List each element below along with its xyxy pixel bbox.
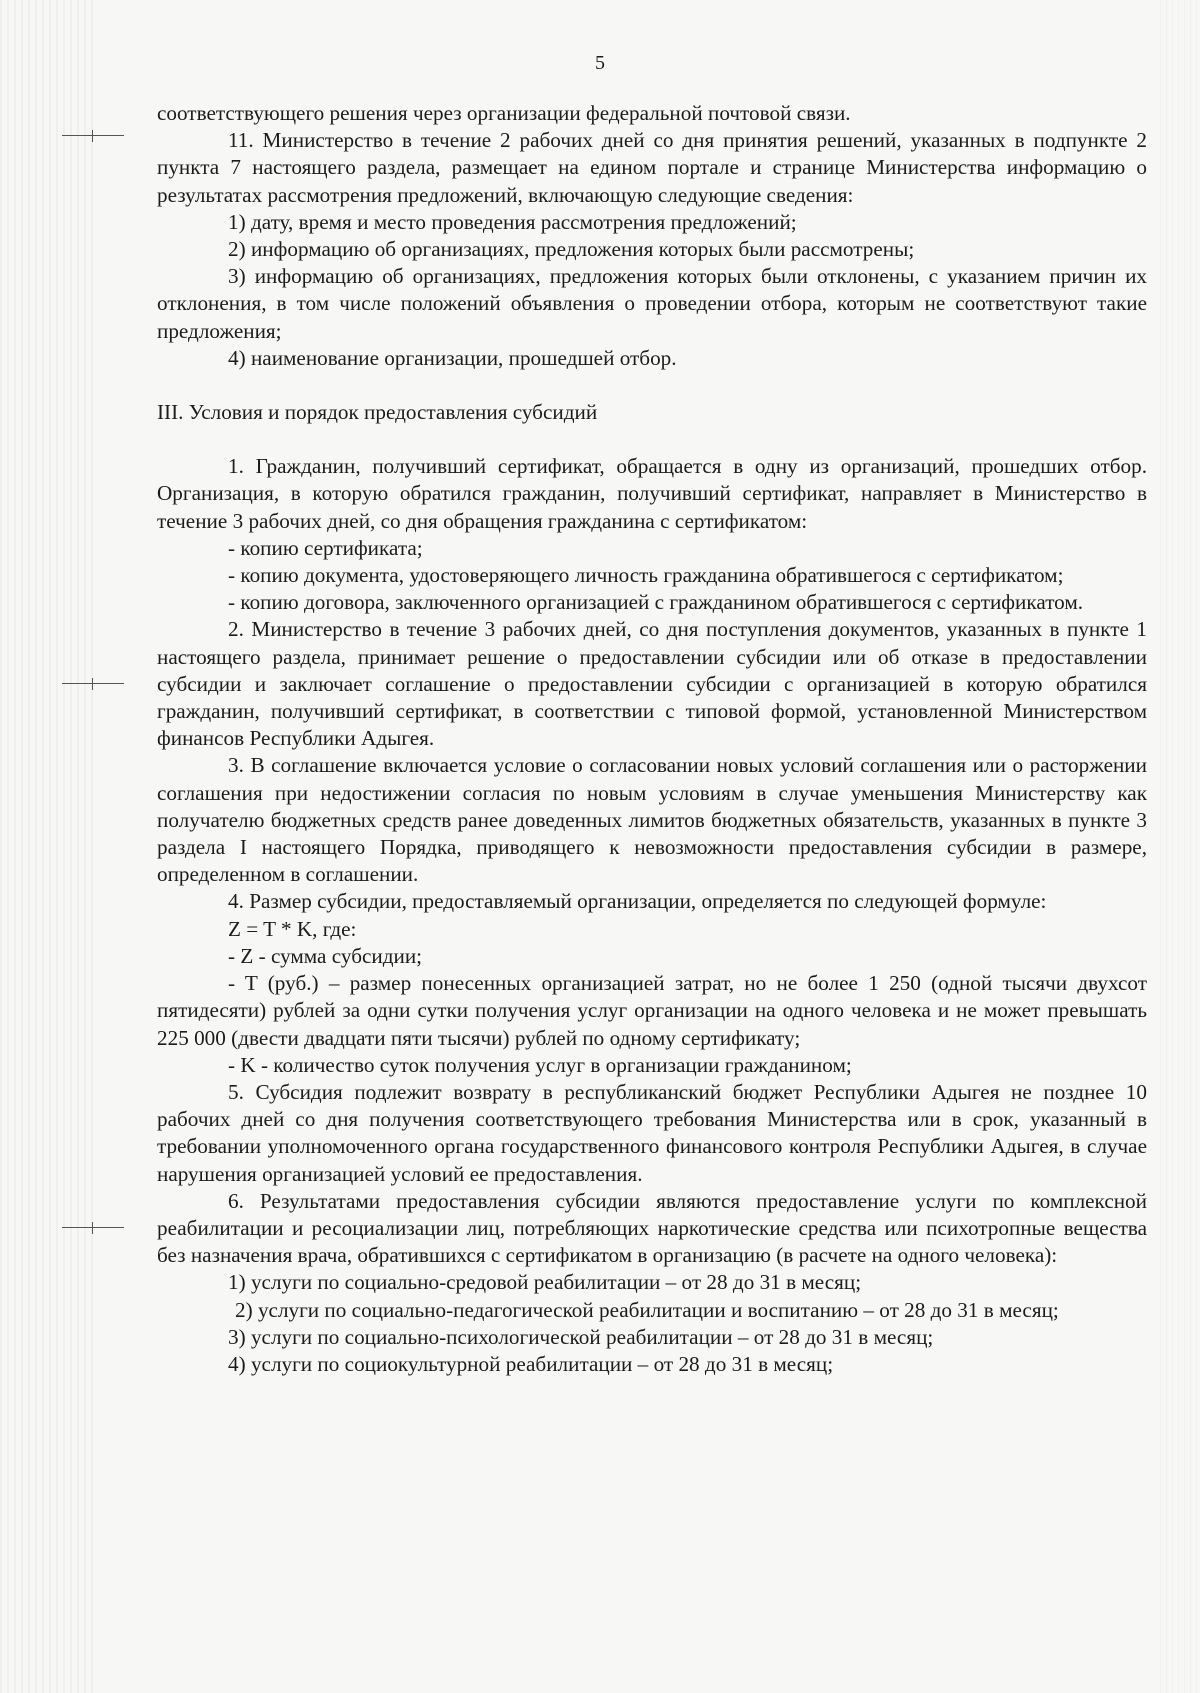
list-item: 2) информацию об организациях, предложения которых были рассмотрены;: [228, 237, 915, 262]
paragraph-4: 4. Размер субсидии, предоставляемый организации, определяется по следующей формуле:: [228, 889, 1047, 914]
formula: Z = T * K, где:: [228, 916, 357, 941]
paragraph-5: 5. Субсидия подлежит возврату в республиканский бюджет Республики Адыгея не позднее 10 рабочих дней со дня получения соответствующего требования Министерства или в срок, указанный в требовании уполномоченного органа государственного финансового контроля Республики Адыгея, в случае нарушения организацией условий ее предоставления.: [157, 1079, 1147, 1186]
list-item: - Z - сумма субсидии;: [228, 943, 423, 968]
paragraph: соответствующего решения через организации федеральной почтовой связи.: [157, 101, 851, 125]
list-item: 1) дату, время и место проведения рассмотрения предложений;: [228, 209, 797, 234]
list-item: 3) услуги по социально-психологической реабилитации – от 28 до 31 в месяц;: [228, 1324, 934, 1349]
page-number: 5: [595, 52, 605, 74]
scan-edge-left: [0, 0, 95, 1693]
list-item: - K - количество суток получения услуг в организации гражданином;: [228, 1052, 852, 1077]
list-item: - T (руб.) – размер понесенных организацией затрат, но не более 1 250 (одной тысячи двухсот пятидесяти) рублей за одни сутки получения услуг организации на одного человека и не может превышать 225 000 (двести двадцати пяти тысячи) рублей по одному сертификату;: [157, 971, 1147, 1050]
paragraph-11: 11. Министерство в течение 2 рабочих дней со дня принятия решений, указанных в подпункте 2 пункта 7 настоящего раздела, размещает на едином портале и странице Министерства информацию о результатах рассмотрения предложений, включающую следующие сведения:: [157, 128, 1147, 207]
list-item: - копию документа, удостоверяющего личность гражданина обратившегося с сертификатом;: [228, 563, 1064, 588]
paragraph-1: 1. Гражданин, получивший сертификат, обращается в одну из организаций, прошедших отбор. Организация, в которую обратился гражданин, получивший сертификат, направляет в Министерство в течение 3 рабочих дней, со дня обращения гражданина с сертификатом:: [157, 454, 1147, 533]
list-item: 4) наименование организации, прошедшей отбор.: [228, 345, 677, 370]
list-item: 2) услуги по социально-педагогической реабилитации и воспитанию – от 28 до 31 в месяц;: [235, 1297, 1059, 1322]
punch-mark: [62, 135, 124, 136]
punch-mark: [62, 683, 124, 684]
paragraph-2: 2. Министерство в течение 3 рабочих дней, со дня поступления документов, указанных в пункте 1 настоящего раздела, принимает решение о предоставлении субсидии или об отказе в предоставлении субсидии и заключает соглашение о предоставлении субсидии с организацией в которую обратился гражданин, получивший сертификат, в соответствии с типовой формой, установленной Министерством финансов Республики Адыгея.: [157, 617, 1147, 751]
list-item: 1) услуги по социально-средовой реабилитации – от 28 до 31 в месяц;: [228, 1270, 862, 1295]
paragraph-6: 6. Результатами предоставления субсидии являются предоставление услуги по комплексной реабилитации и ресоциализации лиц, потребляющих наркотические средства или психотропные вещества без назначения врача, обратившихся с сертификатом в организацию (в расчете на одного человека):: [157, 1188, 1147, 1268]
list-item: - копию договора, заключенного организацией с гражданином обратившегося с сертификатом.: [228, 590, 1084, 615]
paragraph-3: 3. В соглашение включается условие о согласовании новых условий соглашения или о расторжении соглашения при недостижении согласия по новым условиям в случае уменьшения Министерству как получателю бюджетных средств ранее доведенных лимитов бюджетных обязательств, указанных в пункте 3 раздела I настоящего Порядка, приводящего к невозможности предоставления субсидии в размере, определенном в соглашении.: [157, 753, 1147, 887]
scan-edge-right: [1160, 0, 1200, 1693]
list-item: - копию сертификата;: [228, 535, 423, 560]
list-item: 3) информацию об организациях, предложения которых были отклонены, с указанием причин их отклонения, в том числе положений объявления о проведении отбора, которым не соответствуют такие предложения;: [157, 264, 1147, 343]
document-body: [157, 100, 1147, 1378]
punch-mark: [62, 1227, 124, 1228]
section-heading: III. Условия и порядок предоставления субсидий: [157, 400, 598, 425]
list-item: 4) услуги по социокультурной реабилитации – от 28 до 31 в месяц;: [228, 1351, 834, 1376]
